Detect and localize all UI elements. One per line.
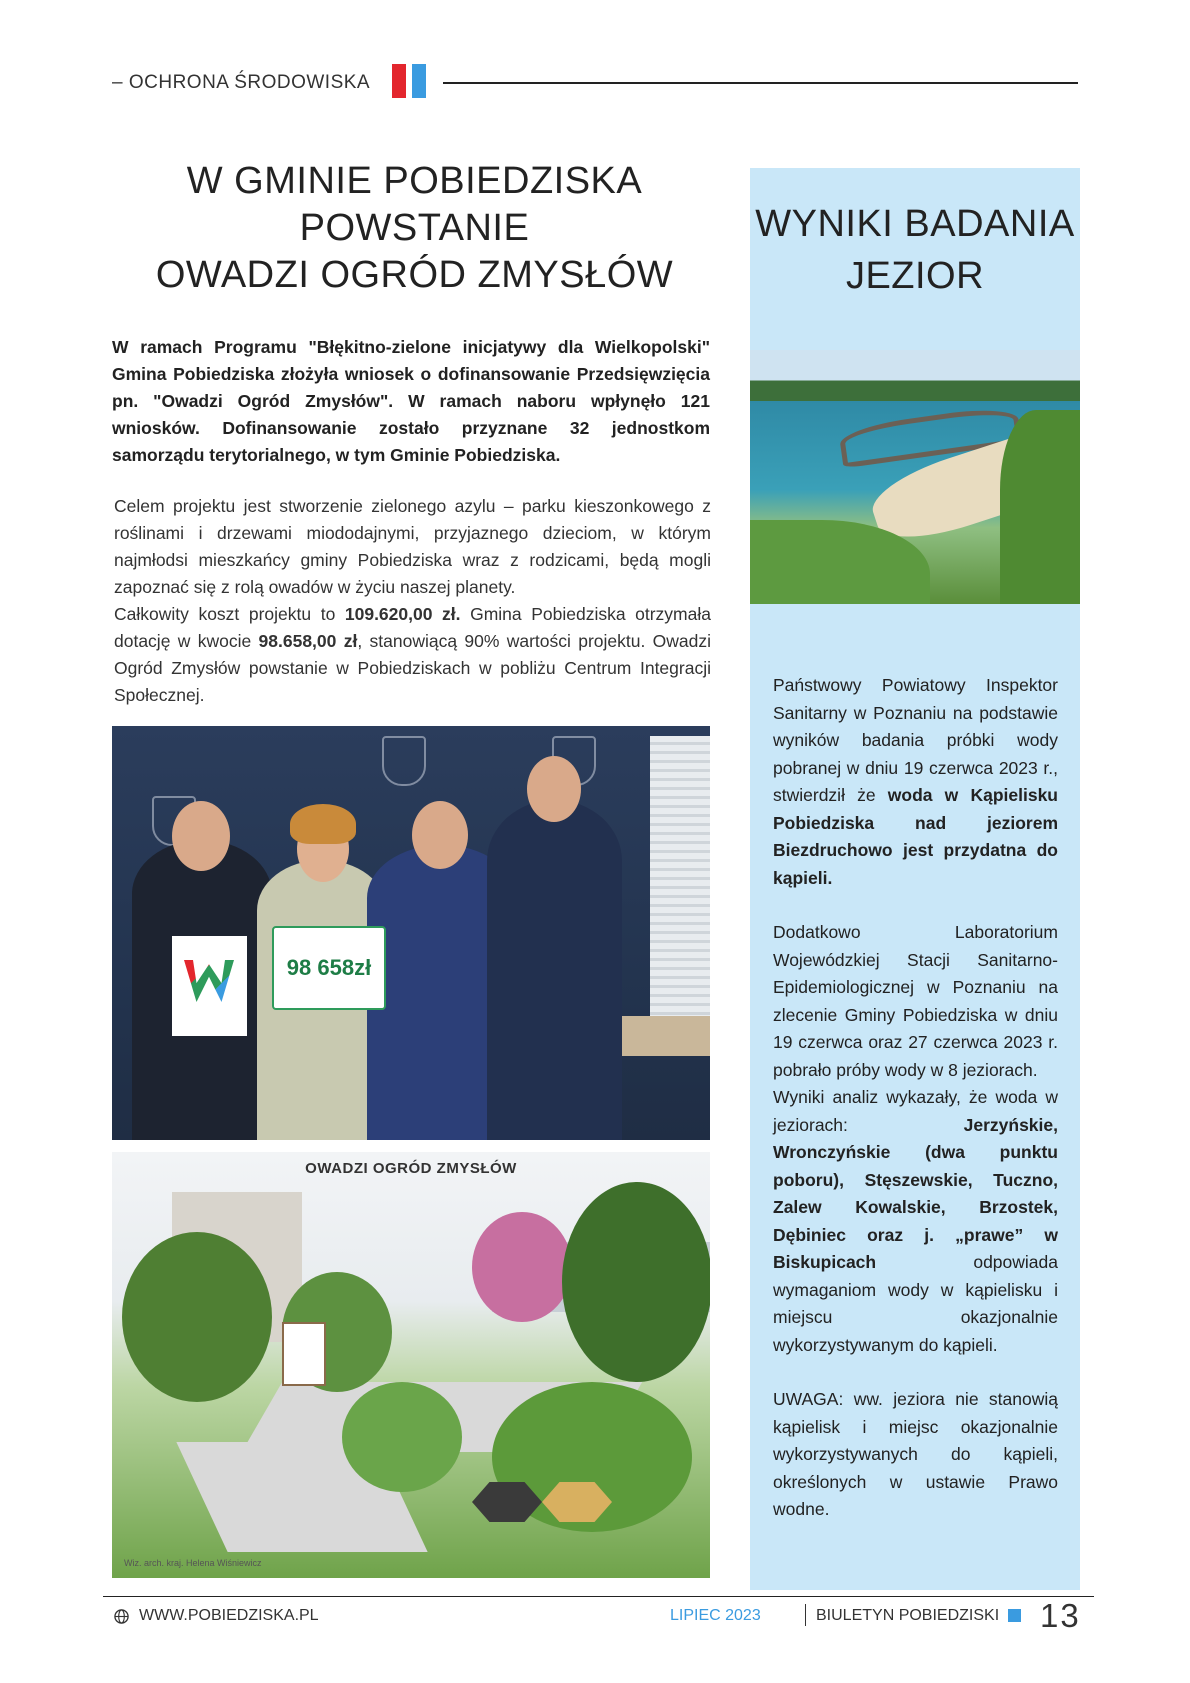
footer-divider [103,1596,1094,1597]
sidebar-note: UWAGA: ww. jeziora nie stanowią kąpielisk i miejsc okazjonalnie wykorzystywanych do kąpieli, określonych w ustawie Prawo wodne. [773,1389,1058,1519]
grant-intro: Gmina Pobiedziska otrzymała dotację w kwocie [114,604,711,651]
sidebar-text [773,672,1058,1524]
garden-credit: Wiz. arch. kraj. Helena Wiśniewicz [124,1558,262,1568]
footer-issue-date: LIPIEC 2023 [670,1607,761,1624]
paragraph-gap [773,1359,1058,1386]
red-flag-bar [392,64,406,98]
grant-check-board: 98 658zł [272,926,386,1010]
article-lead: W ramach Programu "Błękitno-zielone inicjatywy dla Wielkopolski" Gmina Pobiedziska złożyła wniosek o dofinansowanie Przedsięwzięcia pn. "Owadzi Ogród Zmysłów". W ramach naboru wpłynęło 121 wniosków. Dofinansowanie zostało przyznane 32 jednostkom samorządu terytorialnego, w tym Gminie Pobiedziska. [112,337,710,465]
person-1-head [172,801,230,871]
person-3-head [412,801,468,869]
program-logo-folder [172,936,247,1036]
cost-intro: Całkowity koszt projektu to [114,604,345,624]
window-blind [650,736,710,1036]
article-paragraph-1: Celem projektu jest stworzenie zielonego azylu – parku kieszonkowego z roślinami i drzewami miododajnymi, przyjaznego dzieciom, w którym najmłodsi mieszkańcy gminy Pobiedziska wraz z rodzicami, będą mogli zapoznać się z rolą owadów w życiu naszej planety. [114,496,711,597]
person-2-hair [290,804,356,844]
article-title-line-2: POWSTANIE [299,207,530,249]
header-divider [443,82,1078,84]
person-4 [487,800,622,1140]
garden-caption: OWADZI OGRÓD ZMYSŁÓW [305,1160,517,1177]
garden-visualization [112,1152,710,1578]
article-paragraph-2 [114,601,711,709]
project-cost: 109.620,00 zł. [344,604,461,624]
tree [122,1232,272,1402]
lakes-result: odpowiada wymaganiom wody w kąpielisku i miejscu okazjonalnie wykorzystywanym do kąpieli. [773,1252,1058,1355]
footer-website-link[interactable]: WWW.POBIEDZISKA.PL [139,1607,319,1624]
page-number: 13 [1040,1597,1081,1634]
article-title-line-3: OWADZI OGRÓD ZMYSŁÓW [155,254,674,296]
grant-outro: , stanowiącą 90% wartości projektu. Owadzi Ogród Zmysłów powstanie w Pobiedziskach w pobliżu Centrum Integracji Społecznej. [114,631,712,705]
footer-separator [805,1604,806,1626]
sidebar-title-line-2: JEZIOR [845,255,985,297]
sidebar-paragraph-1 [773,672,1058,892]
meeting-photo [112,726,710,1140]
lake-aerial-photo [750,350,1080,604]
article-title [112,158,717,299]
sidebar-paragraph-3 [773,1084,1058,1359]
article-body [114,493,711,709]
person-4-head [527,756,581,822]
blue-flag-bar [412,64,426,98]
footer-accent-square [1008,1609,1021,1622]
grant-amount: 98.658,00 zł [258,631,358,651]
flowering-tree [472,1212,572,1322]
paragraph-gap [773,892,1058,919]
tree [342,1382,462,1492]
tree [562,1182,710,1382]
emblem-icon [382,736,426,786]
info-board [282,1322,326,1386]
article-title-line-1: W GMINIE POBIEDZISKA [186,160,643,202]
forest [1000,410,1080,604]
section-label: – OCHRONA ŚRODOWISKA [112,72,371,93]
inspection-intro: Państwowy Powiatowy Inspektor Sanitarny w Poznaniu na podstawie wyników badania próbki wody pobranej w dniu 19 czerwca 2023 r., stwierdził że [773,675,1058,805]
sidebar-title-line-1: WYNIKI BADANIA [755,203,1075,245]
footer-publication-name: BIULETYN POBIEDZISKI [816,1607,1000,1624]
sidebar-paragraph-2: Dodatkowo Laboratorium Wojewódzkiej Stacji Sanitarno-Epidemiologicznej w Poznaniu na zlecenie Gminy Pobiedziska w dniu 19 czerwca oraz 27 czerwca 2023 r. pobrało próby wody w 8 jeziorach. [773,922,1058,1080]
lakes-list: Jerzyńskie, Wronczyńskie (dwa punktu poboru), Stęszewskie, Tuczno, Zalew Kowalskie, Brzostek, Dębiniec oraz j. „prawe” w Biskupicach [773,1114,1058,1272]
globe-icon [114,1609,129,1624]
inspection-result: woda w Kąpielisku Pobiedziska nad jeziorem Biezdruchowo jest przydatna do kąpieli. [773,785,1058,888]
lakes-intro: Wyniki analiz wykazały, że woda w jeziorach: [773,1087,1058,1135]
sidebar-title [750,198,1080,302]
